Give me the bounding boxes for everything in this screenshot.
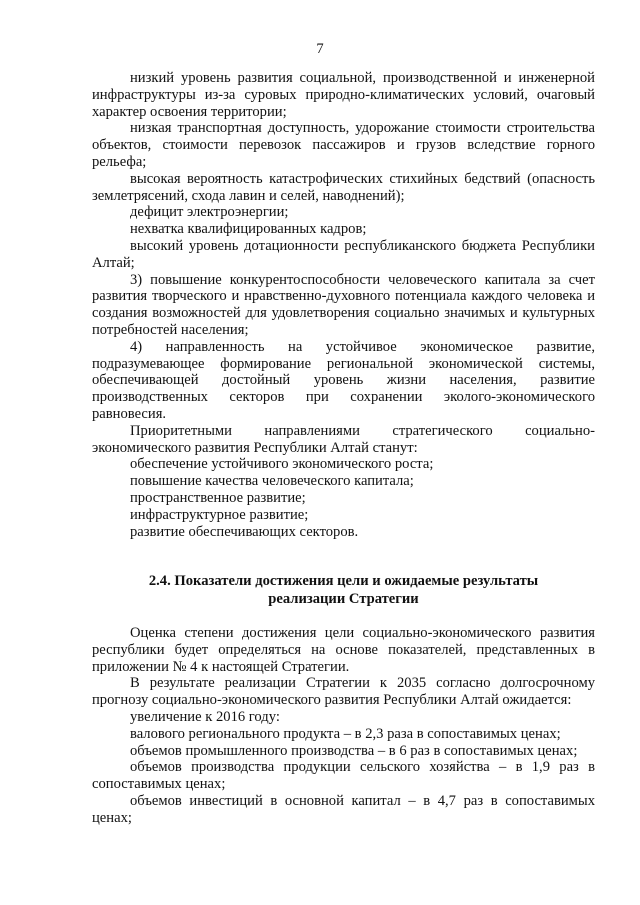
paragraph: нехватка квалифицированных кадров; — [130, 221, 367, 238]
list-item: объемов инвестиций в основной капитал – в 4,7 раз в сопоставимых ценах; — [92, 792, 595, 826]
list-item: повышение качества человеческого капитала; — [130, 473, 414, 490]
paragraph: низкий уровень развития социальной, производственной и инженерной инфраструктуры из-за суровых природно-климатических условий, очаговый характер освоения территории; — [92, 70, 595, 120]
list-item: развитие обеспечивающих секторов. — [130, 523, 359, 540]
paragraph: дефицит электроэнергии; — [130, 204, 289, 221]
section-heading — [92, 573, 595, 608]
list-item: объемов промышленного производства – в 6 раз в сопоставимых ценах; — [130, 742, 578, 759]
list-item: пространственное развитие; — [130, 489, 306, 506]
page-number: 7 — [316, 41, 324, 57]
paragraph: высокая вероятность катастрофических стихийных бедствий (опасность землетрясений, схода лавин и селей, наводнений); — [92, 170, 595, 204]
list-item: объемов производства продукции сельского хозяйства – в 1,9 раз в сопоставимых ценах; — [92, 759, 595, 793]
paragraph: 3) повышение конкурентоспособности человеческого капитала за счет развития творческого и нравственно-духовного потенциала каждого человека и создания возможностей для удовлетворения социально значимых и культурных потребностей населения; — [92, 271, 595, 338]
section-2-text — [92, 625, 595, 827]
paragraph: В результате реализации Стратегии к 2035 согласно долгосрочному прогнозу социально-экономического развития Республики Алтай ожидается: — [92, 675, 595, 709]
section-1-text — [92, 70, 595, 540]
paragraph: низкая транспортная доступность, удорожание стоимости строительства объектов, стоимости перевозок пассажиров и грузов вследствие горного рельефа; — [92, 120, 595, 170]
list-item: валового регионального продукта – в 2,3 раза в сопоставимых ценах; — [130, 725, 561, 742]
paragraph: Приоритетными направлениями стратегического социально-экономического развития Республики Алтай станут: — [92, 422, 595, 456]
list-item: инфраструктурное развитие; — [130, 506, 309, 523]
list-item: обеспечение устойчивого экономического роста; — [130, 456, 434, 473]
section-heading-line-2: реализации Стратегии — [268, 590, 419, 607]
paragraph: высокий уровень дотационности республиканского бюджета Республики Алтай; — [92, 237, 595, 271]
section-heading-line-1: 2.4. Показатели достижения цели и ожидаемые результаты — [148, 573, 539, 589]
paragraph: 4) направленность на устойчивое экономическое развитие, подразумевающее формирование региональной экономической системы, обеспечивающей достойный уровень жизни населения, развитие производственных секторов при сохранении эколого-экономического равновесия. — [92, 338, 595, 422]
paragraph: Оценка степени достижения цели социально-экономического развития республики будет определяться на основе показателей, представленных в приложении № 4 к настоящей Стратегии. — [92, 625, 595, 675]
paragraph: увеличение к 2016 году: — [130, 708, 280, 725]
